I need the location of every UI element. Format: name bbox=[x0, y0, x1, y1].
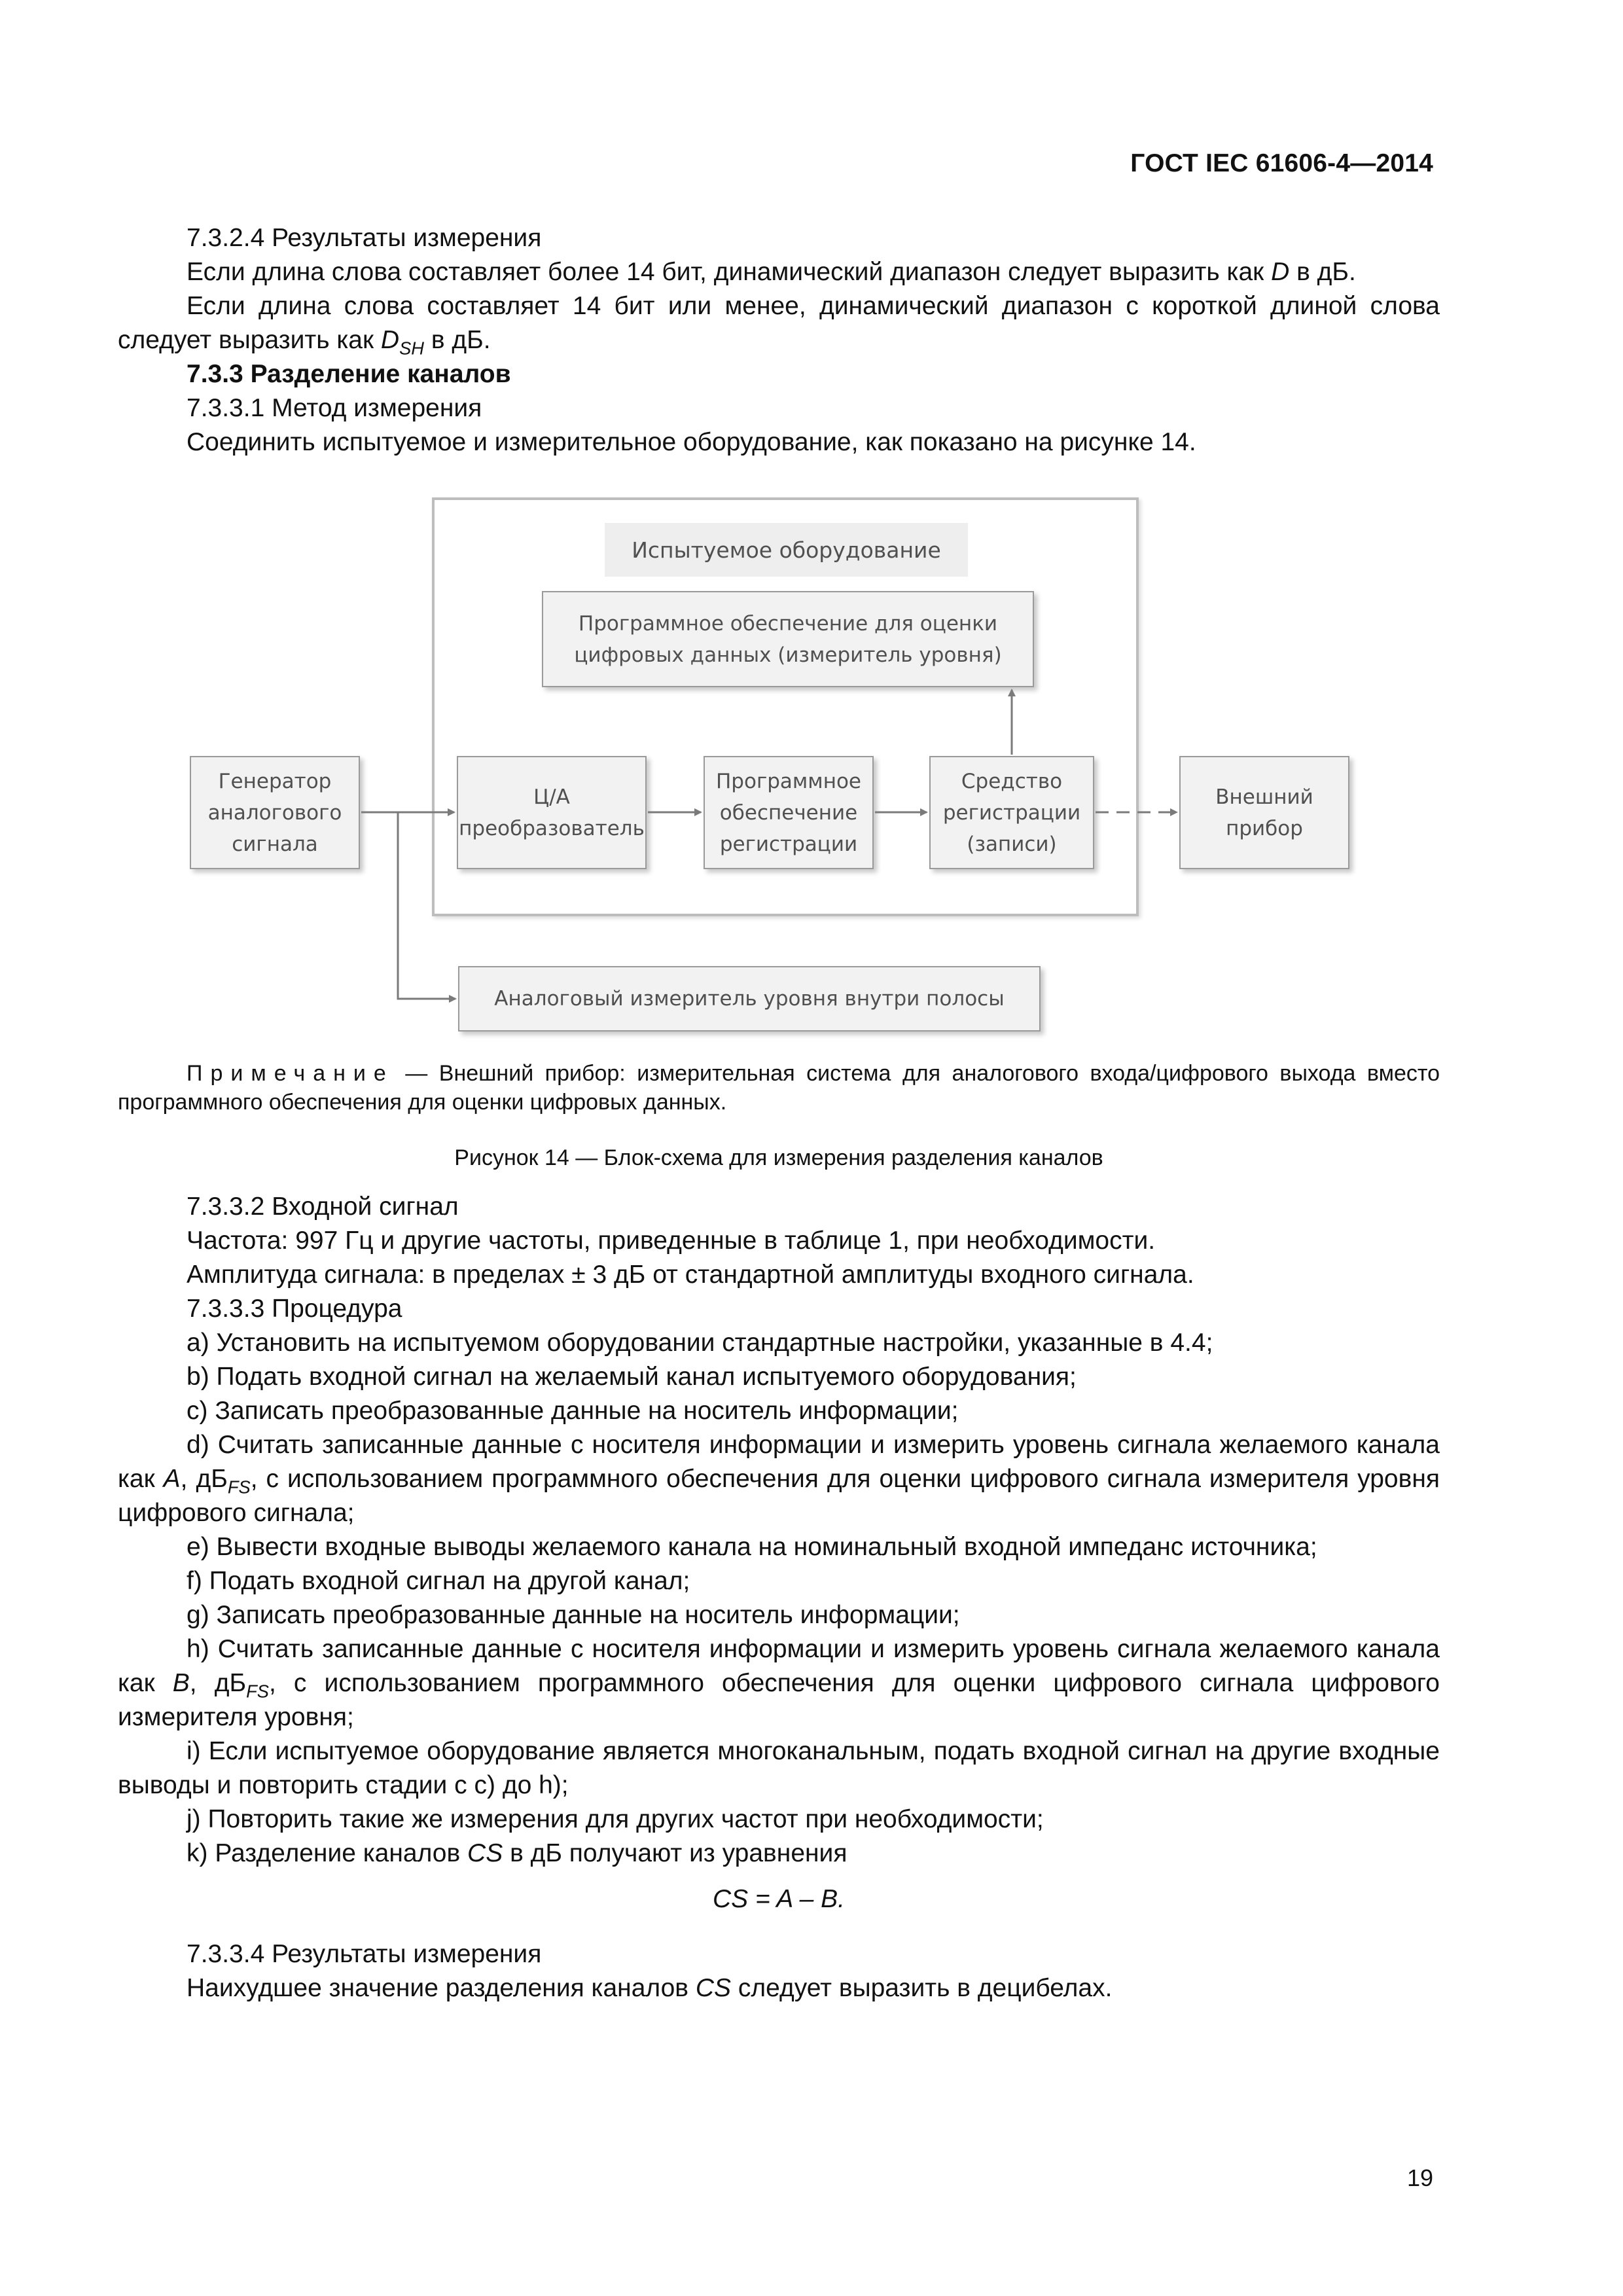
procedure-step-k bbox=[118, 1837, 1440, 1871]
figure-caption: Рисунок 14 — Блок-схема для измерения разделения каналов bbox=[454, 1145, 1103, 1170]
external-device-box: Внешний прибор bbox=[1179, 756, 1349, 869]
text-run: , дБ bbox=[189, 1669, 247, 1697]
variable-d: D bbox=[1271, 258, 1290, 286]
section-7-3-3-1-title: 7.3.3.1 Метод измерения bbox=[187, 394, 482, 422]
page-number: 19 bbox=[1406, 2164, 1433, 2191]
paragraph-worst-value bbox=[118, 1971, 1440, 2005]
analog-generator-box: Генератор аналогового сигнала bbox=[190, 756, 360, 869]
subscript-fs: FS bbox=[227, 1477, 251, 1498]
text-run: Если длина слова составляет 14 бит или менее, динамический диапазон с короткой длиной слова следует выразить как bbox=[118, 292, 1440, 354]
note-label: Примечание bbox=[187, 1061, 394, 1086]
text-run: d) Считать записанные данные с носителя информации и измерить уровень сигнала желаемого канала как bbox=[118, 1431, 1440, 1493]
text-run: , с использованием программного обеспечения для оценки цифрового сигнала измерителя уровня цифрового сигнала; bbox=[118, 1465, 1440, 1527]
text-run: k) Разделение каналов bbox=[187, 1839, 468, 1867]
procedure-step-e: e) Вывести входные выводы желаемого канала на номинальный входной импеданс источника; bbox=[187, 1533, 1317, 1561]
section-7-3-2-4-title: 7.3.2.4 Результаты измерения bbox=[187, 224, 542, 252]
variable-cs: CS bbox=[695, 1974, 732, 2002]
unit-subscript bbox=[228, 1477, 251, 1498]
procedure-step-c: c) Записать преобразованные данные на носитель информации; bbox=[187, 1397, 959, 1425]
procedure-step-a: a) Установить на испытуемом оборудовании стандартные настройки, указанные в 4.4; bbox=[187, 1329, 1213, 1357]
section-7-3-3-4-title: 7.3.3.4 Результаты измерения bbox=[187, 1940, 542, 1968]
section-7-3-3-2-title: 7.3.3.2 Входной сигнал bbox=[187, 1193, 459, 1221]
procedure-step-g: g) Записать преобразованные данные на носитель информации; bbox=[187, 1601, 960, 1629]
variable-a: A bbox=[163, 1465, 181, 1493]
software-evaluation-box: Программное обеспечение для оценки цифровых данных (измеритель уровня) bbox=[542, 591, 1034, 687]
figure-note bbox=[118, 1059, 1440, 1117]
section-7-3-3-title: 7.3.3 Разделение каналов bbox=[187, 360, 511, 388]
variable-letter: D bbox=[380, 326, 400, 354]
equation-cs: CS = A – B. bbox=[713, 1885, 845, 1913]
dac-box: Ц/А преобразователь bbox=[457, 756, 647, 869]
text-run: в дБ получают из уравнения bbox=[503, 1839, 847, 1867]
section-7-3-3-3-title: 7.3.3.3 Процедура bbox=[187, 1295, 402, 1323]
subscript-fs: FS bbox=[246, 1681, 269, 1702]
arrow-generator-to-analog-meter bbox=[398, 812, 455, 999]
paragraph-frequency: Частота: 997 Гц и другие частоты, приведенные в таблице 1, при необходимости. bbox=[187, 1227, 1156, 1255]
procedure-step-f: f) Подать входной сигнал на другой канал; bbox=[187, 1567, 690, 1595]
registration-software-box: Программное обеспечение регистрации bbox=[704, 756, 874, 869]
equipment-under-test-label: Испытуемое оборудование bbox=[605, 523, 968, 577]
procedure-step-i: i) Если испытуемое оборудование является многоканальным, подать входной сигнал на другие входные выводы и повторить стадии с c) до h); bbox=[118, 1737, 1440, 1799]
text-run: в дБ. bbox=[1289, 258, 1356, 286]
variable-subscript: SH bbox=[399, 338, 424, 359]
procedure-step-d bbox=[118, 1428, 1440, 1530]
text-run: h) Считать записанные данные с носителя информации и измерить уровень сигнала желаемого канала как bbox=[118, 1635, 1440, 1697]
procedure-step-j: j) Повторить такие же измерения для других частот при необходимости; bbox=[187, 1805, 1044, 1833]
note-text: — Внешний прибор: измерительная система для аналогового входа/цифрового выхода вместо программного обеспечения для оценки цифровых данных. bbox=[118, 1061, 1440, 1115]
paragraph-connect-equipment: Соединить испытуемое и измерительное оборудование, как показано на рисунке 14. bbox=[187, 428, 1196, 456]
analog-level-meter-box: Аналоговый измеритель уровня внутри полосы bbox=[458, 966, 1041, 1031]
recorder-box: Средство регистрации (записи) bbox=[929, 756, 1094, 869]
text-run: следует выразить в децибелах. bbox=[731, 1974, 1113, 2002]
text-run: , дБ bbox=[180, 1465, 228, 1493]
procedure-step-h bbox=[118, 1632, 1440, 1734]
document-header: ГОСТ IEC 61606-4—2014 bbox=[1130, 149, 1433, 177]
text-run: , с использованием программного обеспечения для оценки цифрового сигнала цифрового измерителя уровня; bbox=[118, 1669, 1440, 1731]
text-run: Если длина слова составляет более 14 бит, динамический диапазон следует выразить как bbox=[187, 258, 1272, 286]
text-run: Наихудшее значение разделения каналов bbox=[187, 1974, 696, 2002]
procedure-step-b: b) Подать входной сигнал на желаемый канал испытуемого оборудования; bbox=[187, 1363, 1077, 1391]
variable-b: B bbox=[172, 1669, 190, 1697]
text-run: в дБ. bbox=[423, 326, 491, 354]
unit-subscript bbox=[246, 1681, 269, 1702]
variable-cs: CS bbox=[467, 1839, 503, 1867]
paragraph-amplitude: Амплитуда сигнала: в пределах ± 3 дБ от стандартной амплитуды входного сигнала. bbox=[187, 1261, 1194, 1289]
